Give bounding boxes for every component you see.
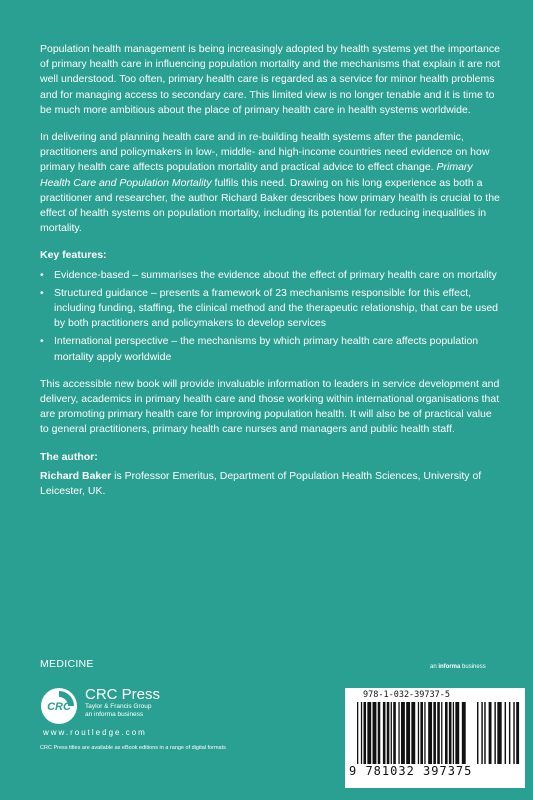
barcode-bar [441,702,442,764]
barcode-bar [455,702,459,764]
barcode-bar [420,702,423,764]
intro-paragraph-2 [40,130,500,236]
isbn-digits: 9 781032 397375 [349,764,473,778]
informa-brand: informa [438,664,461,670]
cover-text [40,42,500,511]
author-heading: The author: [40,450,98,463]
barcode-bar [361,702,362,764]
key-feature-item: • Structured guidance – presents a framework of 23 mechanisms responsible for this effect, including funding, staffing, the clinical method and the therapeutic relationship, that can be used by both practitioners and policymakers to develop services [40,286,500,332]
publisher-business: an informa business [85,711,144,718]
crc-logo-icon [40,687,78,725]
key-feature-item: • Evidence-based – summarises the evidence about the effect of primary health care on mortality [40,268,500,283]
barcode-bar [437,702,440,764]
informa-suffix: business [460,664,486,670]
barcode-bar [481,702,482,764]
key-feature-item: • International perspective – the mechanisms by which primary health care affects population mortality apply worldwide [40,334,500,364]
intro-paragraph-1: Population health management is being increasingly adopted by health systems yet the importance of primary health care in influencing population mortality and the mechanisms that explain it are not well understood. Too often, primary health care is regarded as a service for minor health problems and for managing access to secondary care. This limited view is no longer tenable and it is time to be much more ambitious about the place of primary health care in health systems worldwide. [40,43,500,116]
barcode-bar [406,702,410,764]
barcode-bars [357,702,467,764]
publisher-name: CRC Press [85,686,161,703]
barcode-bar [513,702,514,764]
isbn-top-text: 978-1-032-39737-5 [363,690,450,700]
barcode-bar [445,702,448,764]
publisher-url[interactable]: www.routledge.com [43,728,147,737]
informa-business-label [430,664,486,670]
barcode-bar [367,702,371,764]
barcode-bar [418,702,419,764]
barcode-bar [484,702,485,764]
barcode-bar [411,702,415,764]
publisher-block [85,687,160,719]
key-features-heading: Key features: [40,249,107,262]
audience-paragraph: This accessible new book will provide invaluable information to leaders in service development and delivery, academics in primary health care and those working within international organisations that are promoting primary health care for improving population health. It will also be of practical value to general practitioners, primary health care nurses and managers and public health staff. [40,377,500,436]
barcode-bar [401,702,405,764]
barcode-bar [489,702,492,764]
barcode-bar [387,702,390,764]
barcode-bar [497,702,501,764]
barcode-addon-bars [477,702,522,764]
barcode-bar [462,702,466,764]
barcode-bar [453,702,454,764]
barcode-bar [383,702,386,764]
ebook-note: CRC Press titles are available as eBook editions in a range of digital formats [40,745,226,751]
crc-logo-text: CRC [47,701,71,713]
author-bio-text: is Professor Emeritus, Department of Population Health Sciences, University of Leicester, UK. [40,469,482,498]
barcode-bar [373,702,377,764]
barcode-bar [494,702,495,764]
isbn-barcode [345,688,525,788]
barcode-bar [391,702,392,764]
barcode-bar [428,702,432,764]
barcode-bar [424,702,425,764]
barcode-bar [449,702,452,764]
intro-p2-part-a: In delivering and planning health care and in re-building health systems after the pandemic, practitioners and policymakers in low-, middle- and high-income countries need evidence on how primary health care affects population mortality and practical advice to effect change. [40,131,490,174]
barcode-bar [505,702,506,764]
author-bio [40,469,500,499]
informa-prefix: an [430,664,439,670]
publisher-group: Taylor & Francis Group [85,703,152,710]
barcode-bar [398,702,399,764]
book-title-italic: Primary Health Care and Population Mortality [40,161,473,189]
barcode-bar [378,702,381,764]
barcode-bar [357,702,358,764]
barcode-bar [363,702,366,764]
key-features-list [40,268,500,365]
barcode-bar [477,702,478,764]
category-label: MEDICINE [40,658,94,670]
author-name: Richard Baker [40,469,112,482]
barcode-bar [433,702,436,764]
barcode-bar [509,702,510,764]
barcode-bar [516,702,519,764]
intro-p2-part-b: fulfils this need. Drawing on his long experience as both a practitioner and researcher, the author Richard Baker describes how primary health is crucial to the effect of health systems on population mortality, including its potential for reducing inequalities in mortality. [40,176,500,235]
barcode-bar [393,702,396,764]
